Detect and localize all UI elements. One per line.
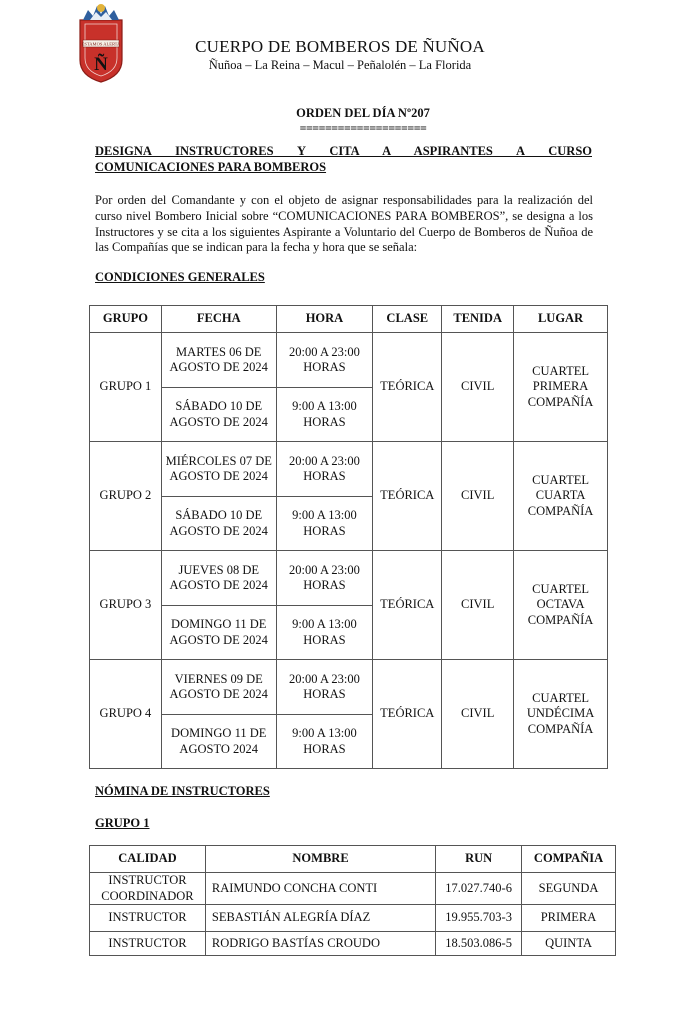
instructors-group-heading: GRUPO 1 xyxy=(95,816,150,830)
instructors-heading: NÓMINA DE INSTRUCTORES xyxy=(95,784,270,798)
date-cell: DOMINGO 11 DE AGOSTO 2024 xyxy=(161,715,276,769)
table-row xyxy=(90,442,608,497)
role-cell: INSTRUCTOR COORDINADOR xyxy=(90,873,206,905)
table-row xyxy=(90,905,616,932)
designation-line-1: DESIGNA INSTRUCTORES Y CITA A ASPIRANTES A CURSO xyxy=(95,144,592,158)
company-cell: SEGUNDA xyxy=(522,873,616,905)
time-cell: 20:00 A 23:00 HORAS xyxy=(276,551,373,606)
header-lugar: LUGAR xyxy=(514,306,608,333)
run-cell: 19.955.703-3 xyxy=(436,905,522,932)
date-cell: JUEVES 08 DE AGOSTO DE 2024 xyxy=(161,551,276,606)
attire-cell: CIVIL xyxy=(442,660,514,769)
time-cell: 9:00 A 13:00 HORAS xyxy=(276,606,373,660)
name-cell: RODRIGO BASTÍAS CROUDO xyxy=(205,932,435,956)
table-row xyxy=(90,551,608,606)
header-grupo: GRUPO xyxy=(90,306,162,333)
role-cell: INSTRUCTOR xyxy=(90,905,206,932)
header-nombre: NOMBRE xyxy=(205,846,435,873)
time-cell: 20:00 A 23:00 HORAS xyxy=(276,660,373,715)
organization-title: CUERPO DE BOMBEROS DE ÑUÑOA xyxy=(195,37,485,56)
name-cell: SEBASTIÁN ALEGRÍA DÍAZ xyxy=(205,905,435,932)
run-cell: 18.503.086-5 xyxy=(436,932,522,956)
group-cell: GRUPO 4 xyxy=(90,660,162,769)
table-row xyxy=(90,932,616,956)
class-cell: TEÓRICA xyxy=(373,551,442,660)
class-cell: TEÓRICA xyxy=(373,660,442,769)
class-cell: TEÓRICA xyxy=(373,442,442,551)
group-cell: GRUPO 2 xyxy=(90,442,162,551)
date-cell: MARTES 06 DE AGOSTO DE 2024 xyxy=(161,333,276,388)
designation-line-2: COMUNICACIONES PARA BOMBEROS xyxy=(95,160,327,174)
table-row xyxy=(90,873,616,905)
organization-subtitle: Ñuñoa – La Reina – Macul – Peñalolén – La Florida xyxy=(208,58,472,72)
designation-heading xyxy=(95,143,592,175)
time-cell: 9:00 A 13:00 HORAS xyxy=(276,715,373,769)
name-cell: RAIMUNDO CONCHA CONTI xyxy=(205,873,435,905)
role-cell: INSTRUCTOR xyxy=(90,932,206,956)
date-cell: VIERNES 09 DE AGOSTO DE 2024 xyxy=(161,660,276,715)
class-cell: TEÓRICA xyxy=(373,333,442,442)
location-cell: CUARTEL OCTAVA COMPAÑÍA xyxy=(514,551,608,660)
date-cell: SÁBADO 10 DE AGOSTO DE 2024 xyxy=(161,388,276,442)
header-clase: CLASE xyxy=(373,306,442,333)
header-hora: HORA xyxy=(276,306,373,333)
attire-cell: CIVIL xyxy=(442,551,514,660)
location-cell: CUARTEL UNDÉCIMA COMPAÑÍA xyxy=(514,660,608,769)
table-row xyxy=(90,333,608,388)
header-compania: COMPAÑIA xyxy=(522,846,616,873)
header-fecha: FECHA xyxy=(161,306,276,333)
attire-cell: CIVIL xyxy=(442,333,514,442)
date-cell: SÁBADO 10 DE AGOSTO DE 2024 xyxy=(161,497,276,551)
group-cell: GRUPO 3 xyxy=(90,551,162,660)
table-row xyxy=(90,660,608,715)
order-title: ORDEN DEL DÍA Nº207 xyxy=(296,106,430,120)
conditions-header-row xyxy=(90,306,608,333)
order-paragraph: Por orden del Comandante y con el objeto de asignar responsabilidades para la realización del curso nivel Bombero Inicial sobre “COMUNICACIONES PARA BOMBEROS”, se designa a los Instructores y se cita a los siguientes Aspirante a Voluntario del Cuerpo de Bomberos de Ñuñoa de las Compañías que se indican para la fecha y hora que se señala: xyxy=(95,193,593,255)
company-cell: QUINTA xyxy=(522,932,616,956)
group-cell: GRUPO 1 xyxy=(90,333,162,442)
date-cell: DOMINGO 11 DE AGOSTO DE 2024 xyxy=(161,606,276,660)
header-run: RUN xyxy=(436,846,522,873)
location-cell: CUARTEL PRIMERA COMPAÑÍA xyxy=(514,333,608,442)
instructors-header-row xyxy=(90,846,616,873)
header-calidad: CALIDAD xyxy=(90,846,206,873)
time-cell: 9:00 A 13:00 HORAS xyxy=(276,497,373,551)
fire-department-crest-logo xyxy=(76,2,126,84)
instructors-table xyxy=(89,845,616,956)
time-cell: 9:00 A 13:00 HORAS xyxy=(276,388,373,442)
date-cell: MIÉRCOLES 07 DE AGOSTO DE 2024 xyxy=(161,442,276,497)
logo-motto: ESTAMOS ALERTA xyxy=(81,41,121,47)
conditions-heading: CONDICIONES GENERALES xyxy=(95,270,265,284)
header-tenida: TENIDA xyxy=(442,306,514,333)
attire-cell: CIVIL xyxy=(442,442,514,551)
location-cell: CUARTEL CUARTA COMPAÑÍA xyxy=(514,442,608,551)
conditions-table xyxy=(89,305,608,769)
run-cell: 17.027.740-6 xyxy=(436,873,522,905)
title-rule: ==================== xyxy=(299,121,427,135)
time-cell: 20:00 A 23:00 HORAS xyxy=(276,333,373,388)
company-cell: PRIMERA xyxy=(522,905,616,932)
time-cell: 20:00 A 23:00 HORAS xyxy=(276,442,373,497)
logo-letter: Ñ xyxy=(94,54,108,75)
